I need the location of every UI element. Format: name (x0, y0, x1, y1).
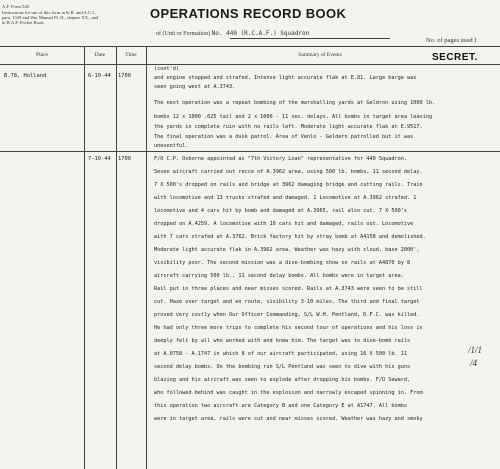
table-top-rule (0, 46, 500, 47)
summary-line: Moderate light accurate flak in A.3962 area. Weather was hazy with cloud, base 2000', (154, 247, 420, 253)
summary-line: Seven aircraft carried out recce of A.3962 area, using 500 lb. bombs, 11 second delay. (154, 169, 423, 175)
entry-date: 6-10-44 (88, 73, 111, 79)
column-divider (84, 46, 85, 469)
entry-divider (0, 151, 500, 152)
summary-line: this operation two aircraft are Category B and one Category E at A1747. All bombs (154, 403, 407, 409)
column-divider (116, 46, 117, 469)
summary-line: Rail put in three places and near misses scored. Rails at A.3743 were seen to be still (154, 286, 423, 292)
summary-line: deeply felt by all who worked with and knew him. The target was to dive-bomb rails (154, 338, 411, 344)
column-header-date: Date (94, 52, 106, 58)
unit-value: No. 440 (R.C.A.F.) Squadron (211, 30, 310, 37)
summary-line: F/O C.P. Osborne appointed as "7th Victory Loan" representative for 440 Squadron. (154, 156, 407, 162)
summary-line: He had only three more trips to complete his second tour of operations and his loss is (154, 325, 423, 331)
summary-line: uneventful. (154, 143, 189, 149)
unit-prefix: of (Unit or Formation) (156, 31, 211, 37)
summary-line: with locomotive and 13 trucks strafed and damaged. 1 Locomotive at A.3962 strafed. 1 (154, 195, 417, 201)
summary-line: and engine stopped and strafed. Intense light accurate flak at E.81. Large barge was (154, 75, 417, 81)
summary-line: locomotive and 4 cars hit by bomb and damaged at A.3965, rail also cut. 7 X 500's (154, 208, 407, 214)
form-instructions-line: Instructions for use of this form in K.R. and A.C.I., (2, 10, 97, 15)
summary-line: blazing and his aircraft was seen to explode after dropping his bombs. F/O Seward, (154, 377, 411, 383)
entry-time: 1700 (118, 156, 131, 162)
form-instructions-line: in R.A.F. Pocket Book. (2, 20, 45, 25)
table-header-rule (0, 64, 500, 65)
summary-line: aircraft carrying 500 lb., 11 second delay bombs. All bombs were in target area. (154, 273, 404, 279)
summary-line: who followed behind was caught in the explosion and narrowly escaped spinning in. From (154, 390, 423, 396)
form-instructions-line: para. 1349 and War Manual Pt. II., chapter XX., and (2, 15, 99, 20)
summary-line: seen going west at A.3743. (154, 84, 236, 90)
entry-date: 7-10-44 (88, 156, 111, 162)
summary-line: The next operation was a repeat bombing of the marshalling yards at Geldron using 1000 lb. (154, 100, 436, 106)
pages-used-label: No. of pages used f (426, 37, 477, 44)
summary-line: cut. Haze over target and en route, visibility 3-10 miles. The third and final target (154, 299, 420, 305)
column-header-time: Time (125, 52, 137, 58)
summary-line: at A.0758 - A.1747 in which 8 of our aircraft participated, using 16 X 500 lb. 11 (154, 351, 407, 357)
entry-place: B.78, Holland (4, 73, 47, 79)
form-number: A.F. Form 540 (2, 4, 29, 9)
handwritten-margin-note: /4 (470, 358, 478, 368)
summary-line: the yards in complete ruin with no rails left. Moderate light accurate flak at E.9517. (154, 124, 423, 130)
unit-line (156, 30, 309, 37)
summary-line: proved very costly when Our Officer Commanding, S/L W.H. Pentland, D.F.C. was killed. (154, 312, 420, 318)
summary-line: with 7 cars strafed at A.3762. Brick factory hit by stray bomb at A4158 and demolished. (154, 234, 426, 240)
column-divider (146, 46, 147, 469)
summary-line: bombs 12 x 1000 .025 tail and 2 x 1000 - 11 sec. delays. All bombs in target area leaving (154, 114, 432, 120)
column-header-place: Place (36, 52, 48, 58)
summary-line: 7 X 500's dropped on rails and bridge at 3962 damaging bridge and cutting rails. Train (154, 182, 423, 188)
summary-line: second delay bombs. On the bombing run S/L Pentland was seen to dive with his guns (154, 364, 411, 370)
summary-line: visibility poor. The second mission was a dive-bombing show on rails at A4870 by 8 (154, 260, 411, 266)
unit-underline (230, 38, 390, 39)
summary-line: The final operation was a dusk patrol. Area of Venlo - Geldern patrolled but it was (154, 134, 414, 140)
column-header-summary: Summary of Events (298, 52, 342, 58)
page-title: OPERATIONS RECORD BOOK (150, 6, 347, 21)
handwritten-margin-note: /1/1 (468, 345, 483, 355)
summary-line: (cont'd) (154, 66, 179, 72)
entry-time: 1700 (118, 73, 131, 79)
summary-line: were in target area, rails were cut and near misses scored. Weather was hazy and smoky (154, 416, 423, 422)
summary-line: dropped on A.4259. A locomotive with 10 cars hit and damaged, rails out. Locomotive (154, 221, 414, 227)
classification-stamp: SECRET. (432, 52, 478, 63)
